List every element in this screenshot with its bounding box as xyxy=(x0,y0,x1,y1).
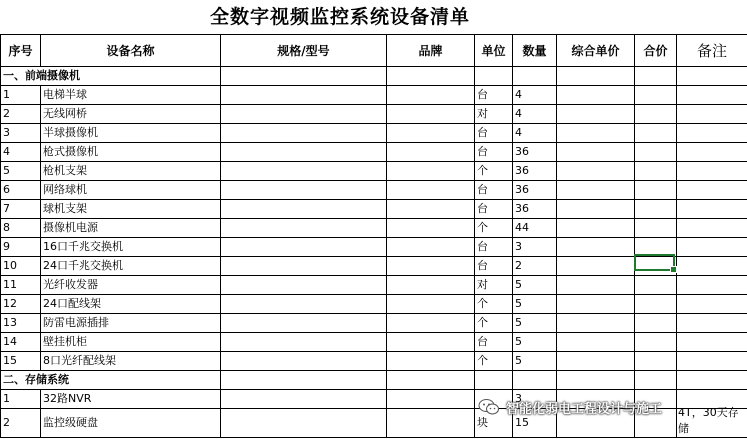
table-row xyxy=(1,124,747,143)
cell-brand[interactable] xyxy=(387,67,475,86)
cell-unit[interactable]: 台 xyxy=(475,238,513,257)
cell-spec[interactable] xyxy=(221,67,387,86)
cell-spec[interactable] xyxy=(221,276,387,295)
cell-note[interactable] xyxy=(677,143,747,162)
cell-note[interactable] xyxy=(677,162,747,181)
section-row xyxy=(1,67,747,86)
cell-unit[interactable]: 个 xyxy=(475,219,513,238)
cell-unit-price[interactable] xyxy=(557,295,635,314)
cell-brand[interactable] xyxy=(387,409,475,438)
cell-unit-price[interactable] xyxy=(557,276,635,295)
cell-total[interactable] xyxy=(635,124,677,143)
cell-spec[interactable] xyxy=(221,124,387,143)
cell-unit-price[interactable] xyxy=(557,162,635,181)
sheet-title: 全数字视频监控系统设备清单 xyxy=(209,6,470,28)
cell-name[interactable]: 24口配线架 xyxy=(41,295,221,314)
cell-unit[interactable] xyxy=(475,67,513,86)
cell-spec[interactable] xyxy=(221,143,387,162)
cell-seq[interactable]: 4 xyxy=(1,143,41,162)
cell-spec[interactable] xyxy=(221,390,387,409)
cell-total[interactable] xyxy=(635,105,677,124)
cell-note[interactable] xyxy=(677,219,747,238)
cell-seq[interactable]: 10 xyxy=(1,257,41,276)
table-row xyxy=(1,257,747,276)
cell-seq[interactable]: 15 xyxy=(1,352,41,371)
cell-qty[interactable]: 5 xyxy=(513,333,557,352)
table-row xyxy=(1,86,747,105)
cell-unit-price[interactable] xyxy=(557,314,635,333)
cell-name[interactable]: 24口千兆交换机 xyxy=(41,257,221,276)
cell-unit-price[interactable] xyxy=(557,200,635,219)
cell-brand[interactable] xyxy=(387,352,475,371)
cell-brand[interactable] xyxy=(387,162,475,181)
cell-brand[interactable] xyxy=(387,390,475,409)
header-row xyxy=(1,35,747,67)
cell-unit[interactable]: 对 xyxy=(475,276,513,295)
cell-spec[interactable] xyxy=(221,181,387,200)
cell-qty[interactable]: 3 xyxy=(513,390,557,409)
cell-qty[interactable]: 36 xyxy=(513,143,557,162)
cell-note[interactable] xyxy=(677,105,747,124)
cell-unit[interactable]: 对 xyxy=(475,105,513,124)
cell-qty[interactable]: 15 xyxy=(513,409,557,438)
cell-note[interactable] xyxy=(677,295,747,314)
cell-seq[interactable]: 5 xyxy=(1,162,41,181)
cell-unit[interactable]: 台 xyxy=(475,86,513,105)
cell-note[interactable] xyxy=(677,238,747,257)
cell-spec[interactable] xyxy=(221,352,387,371)
cell-seq[interactable]: 1 xyxy=(1,390,41,409)
cell-total[interactable] xyxy=(635,143,677,162)
table-row xyxy=(1,276,747,295)
cell-unit-price[interactable] xyxy=(557,257,635,276)
cell-unit[interactable]: 台 xyxy=(475,200,513,219)
cell-qty[interactable]: 44 xyxy=(513,219,557,238)
cell-spec[interactable] xyxy=(221,257,387,276)
cell-note[interactable] xyxy=(677,200,747,219)
cell-brand[interactable] xyxy=(387,371,475,390)
cell-note[interactable] xyxy=(677,276,747,295)
cell-brand[interactable] xyxy=(387,219,475,238)
cell-seq[interactable]: 12 xyxy=(1,295,41,314)
cell-brand[interactable] xyxy=(387,257,475,276)
cell-qty[interactable]: 36 xyxy=(513,200,557,219)
cell-unit[interactable]: 个 xyxy=(475,314,513,333)
cell-name[interactable]: 16口千兆交换机 xyxy=(41,238,221,257)
cell-qty[interactable]: 5 xyxy=(513,314,557,333)
cell-unit[interactable]: 台 xyxy=(475,181,513,200)
cell-unit-price[interactable] xyxy=(557,86,635,105)
cell-brand[interactable] xyxy=(387,314,475,333)
table-row xyxy=(1,200,747,219)
cell-unit-price[interactable] xyxy=(557,219,635,238)
cell-name[interactable]: 光纤收发器 xyxy=(41,276,221,295)
cell-note[interactable] xyxy=(677,314,747,333)
header-name[interactable]: 设备名称 xyxy=(41,35,221,67)
watermark-text: 智能化弱电工程设计与施工 xyxy=(506,401,663,417)
cell-seq[interactable]: 2 xyxy=(1,105,41,124)
cell-total[interactable] xyxy=(635,257,677,276)
cell-unit_price[interactable] xyxy=(557,67,635,86)
cell-brand[interactable] xyxy=(387,295,475,314)
cell-note[interactable] xyxy=(677,371,747,390)
table-row xyxy=(1,238,747,257)
cell-name[interactable]: 壁挂机柜 xyxy=(41,333,221,352)
cell-spec[interactable] xyxy=(221,86,387,105)
cell-note[interactable] xyxy=(677,86,747,105)
cell-unit[interactable]: 个 xyxy=(475,352,513,371)
cell-seq[interactable]: 14 xyxy=(1,333,41,352)
table-row xyxy=(1,314,747,333)
cell-total[interactable] xyxy=(635,314,677,333)
cell-total[interactable] xyxy=(635,181,677,200)
cell-name[interactable]: 无线网桥 xyxy=(41,105,221,124)
cell-unit-price[interactable] xyxy=(557,143,635,162)
cell-total[interactable] xyxy=(635,67,677,86)
cell-name[interactable]: 监控级硬盘 xyxy=(41,409,221,438)
cell-total[interactable] xyxy=(635,238,677,257)
cell-total[interactable] xyxy=(635,295,677,314)
cell-qty[interactable]: 36 xyxy=(513,181,557,200)
cell-qty[interactable] xyxy=(513,371,557,390)
cell-unit-price[interactable] xyxy=(557,352,635,371)
cell-seq[interactable]: 13 xyxy=(1,314,41,333)
cell-spec[interactable] xyxy=(221,162,387,181)
cell-note[interactable] xyxy=(677,181,747,200)
cell-unit[interactable]: 台 xyxy=(475,143,513,162)
cell-seq[interactable]: 9 xyxy=(1,238,41,257)
cell-total[interactable] xyxy=(635,333,677,352)
cell-brand[interactable] xyxy=(387,333,475,352)
cell-name[interactable]: 32路NVR xyxy=(41,390,221,409)
cell-name[interactable]: 枪式摄像机 xyxy=(41,143,221,162)
cell-unit-price[interactable] xyxy=(557,238,635,257)
cell-unit-price[interactable] xyxy=(557,105,635,124)
table-row xyxy=(1,143,747,162)
header-seq[interactable]: 序号 xyxy=(1,35,41,67)
cell-total[interactable] xyxy=(635,276,677,295)
cell-total[interactable] xyxy=(635,352,677,371)
cell-seq[interactable]: 7 xyxy=(1,200,41,219)
cell-brand[interactable] xyxy=(387,105,475,124)
cell-note[interactable] xyxy=(677,352,747,371)
cell-qty[interactable]: 4 xyxy=(513,86,557,105)
wechat-icon xyxy=(478,398,500,416)
table-row xyxy=(1,181,747,200)
cell-spec[interactable] xyxy=(221,295,387,314)
cell-spec[interactable] xyxy=(221,409,387,438)
cell-seq[interactable]: 2 xyxy=(1,409,41,438)
header-qty[interactable]: 数量 xyxy=(513,35,557,67)
header-total[interactable]: 合价 xyxy=(635,35,677,67)
table-row xyxy=(1,295,747,314)
cell-brand[interactable] xyxy=(387,124,475,143)
cell-seq[interactable]: 1 xyxy=(1,86,41,105)
cell-seq[interactable]: 3 xyxy=(1,124,41,143)
cell-name[interactable]: 枪机支架 xyxy=(41,162,221,181)
cell-name[interactable]: 防雷电源插排 xyxy=(41,314,221,333)
cell-spec[interactable] xyxy=(221,238,387,257)
cell-qty[interactable]: 5 xyxy=(513,295,557,314)
cell-unit[interactable]: 台 xyxy=(475,124,513,143)
cell-total[interactable] xyxy=(635,219,677,238)
cell-total[interactable] xyxy=(635,162,677,181)
cell-note[interactable] xyxy=(677,333,747,352)
cell-total[interactable] xyxy=(635,371,677,390)
watermark xyxy=(478,396,662,418)
cell-name[interactable]: 网络球机 xyxy=(41,181,221,200)
cell-unit[interactable]: 个 xyxy=(475,162,513,181)
cell-brand[interactable] xyxy=(387,181,475,200)
cell-name[interactable]: 球机支架 xyxy=(41,200,221,219)
cell-note[interactable] xyxy=(677,257,747,276)
cell-spec[interactable] xyxy=(221,333,387,352)
note-overflow-text: 4T，30天存储 xyxy=(678,406,739,435)
cell-unit[interactable] xyxy=(475,371,513,390)
cell-qty[interactable]: 3 xyxy=(513,238,557,257)
cell-spec[interactable] xyxy=(221,200,387,219)
header-spec[interactable]: 规格/型号 xyxy=(221,35,387,67)
cell-spec[interactable] xyxy=(221,105,387,124)
cell-name[interactable]: 8口光纤配线架 xyxy=(41,352,221,371)
cell-name[interactable]: 半球摄像机 xyxy=(41,124,221,143)
cell-seq[interactable]: 8 xyxy=(1,219,41,238)
cell-total[interactable] xyxy=(635,200,677,219)
section-row xyxy=(1,371,747,390)
table-row xyxy=(1,105,747,124)
cell-qty[interactable] xyxy=(513,67,557,86)
header-note[interactable]: 备注 xyxy=(677,35,747,67)
section-title-cell[interactable]: 一、前端摄像机 xyxy=(1,67,221,86)
cell-name[interactable]: 电梯半球 xyxy=(41,86,221,105)
cell-brand[interactable] xyxy=(387,143,475,162)
cell-unit[interactable]: 块 xyxy=(475,409,513,438)
cell-spec[interactable] xyxy=(221,314,387,333)
cell-brand[interactable] xyxy=(387,276,475,295)
table-row xyxy=(1,333,747,352)
cell-qty[interactable]: 4 xyxy=(513,124,557,143)
cell-spec[interactable] xyxy=(221,371,387,390)
cell-unit-price[interactable] xyxy=(557,124,635,143)
cell-unit[interactable]: 台 xyxy=(475,257,513,276)
cell-qty[interactable]: 36 xyxy=(513,162,557,181)
equipment-table xyxy=(0,34,747,438)
header-unit[interactable]: 单位 xyxy=(475,35,513,67)
cell-total[interactable] xyxy=(635,86,677,105)
cell-qty[interactable]: 2 xyxy=(513,257,557,276)
cell-unit_price[interactable] xyxy=(557,371,635,390)
cell-seq[interactable]: 11 xyxy=(1,276,41,295)
header-brand[interactable]: 品牌 xyxy=(387,35,475,67)
cell-note[interactable] xyxy=(677,67,747,86)
cell-brand[interactable] xyxy=(387,86,475,105)
cell-seq[interactable]: 6 xyxy=(1,181,41,200)
cell-brand[interactable] xyxy=(387,200,475,219)
cell-unit-price[interactable] xyxy=(557,333,635,352)
cell-unit-price[interactable] xyxy=(557,181,635,200)
table-row xyxy=(1,352,747,371)
cell-qty[interactable]: 4 xyxy=(513,105,557,124)
cell-qty[interactable]: 5 xyxy=(513,276,557,295)
table-row xyxy=(1,219,747,238)
header-unit-price[interactable]: 综合单价 xyxy=(557,35,635,67)
cell-spec[interactable] xyxy=(221,219,387,238)
table-row xyxy=(1,162,747,181)
cell-brand[interactable] xyxy=(387,238,475,257)
section-title-cell[interactable]: 二、存储系统 xyxy=(1,371,221,390)
cell-name[interactable]: 摄像机电源 xyxy=(41,219,221,238)
cell-unit[interactable]: 台 xyxy=(475,333,513,352)
cell-unit[interactable]: 个 xyxy=(475,295,513,314)
cell-qty[interactable]: 5 xyxy=(513,352,557,371)
cell-note[interactable] xyxy=(677,124,747,143)
